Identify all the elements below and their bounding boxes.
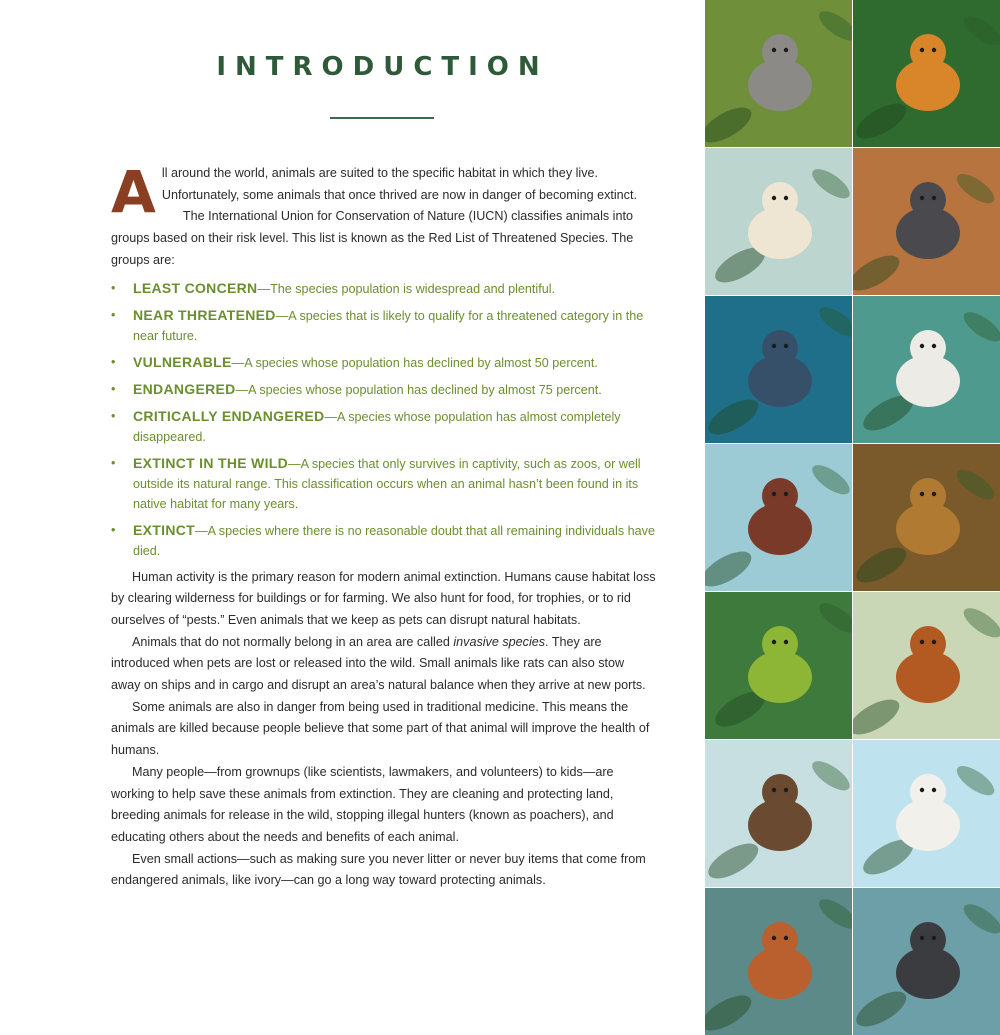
group-desc: —A species whose population has declined by almost 75 percent. bbox=[235, 382, 602, 397]
red-list-groups bbox=[111, 278, 656, 561]
bullet-icon: • bbox=[111, 455, 116, 470]
group-item bbox=[111, 305, 656, 346]
group-term: ENDANGERED bbox=[133, 380, 236, 397]
group-desc: —A species whose population has almost completely disappeared. bbox=[133, 409, 621, 444]
group-term: NEAR THREATENED bbox=[133, 306, 276, 323]
toad-illustration bbox=[853, 444, 1000, 591]
group-term: CRITICALLY ENDANGERED bbox=[133, 407, 325, 424]
group-item bbox=[111, 278, 656, 299]
group-desc: —A species that is likely to qualify for a threatened category in the near future. bbox=[133, 308, 644, 343]
bullet-icon: • bbox=[111, 280, 116, 295]
drop-cap: A bbox=[111, 158, 156, 226]
rhino-illustration bbox=[853, 148, 1000, 295]
closing-paragraphs bbox=[111, 567, 656, 893]
group-item bbox=[111, 352, 656, 373]
p2-after: . They are introduced when pets are lost or released into the wild. Small animals like rats can also stow away on ships and in cargo and disrupt an area’s natural balance when they arrive at new ports. bbox=[111, 634, 646, 693]
bullet-icon: • bbox=[111, 354, 116, 369]
group-term: EXTINCT bbox=[133, 521, 195, 538]
group-term: EXTINCT IN THE WILD bbox=[133, 454, 289, 471]
paragraph-people-helping: Many people—from grownups (like scientists, lawmakers, and volunteers) to kids—are working to help save these animals from extinction. They are cleaning and protecting land, breeding animals for release in the wild, stopping illegal hunters (known as poachers), and educating others about the needs and benefits of each animal. bbox=[111, 764, 614, 844]
p2-italic: invasive species bbox=[453, 634, 546, 649]
intro-text: ll around the world, animals are suited to the specific habitat in which they live. Unfortunately, some animals that once thrived are now in danger of becoming extinct. bbox=[161, 166, 637, 202]
illustration-grid bbox=[705, 0, 1000, 1033]
group-item bbox=[111, 379, 656, 400]
group-item bbox=[111, 453, 656, 514]
bullet-icon: • bbox=[111, 307, 116, 322]
paragraph-small-actions: Even small actions—such as making sure you never litter or never buy items that come from endangered animals, like ivory—can go a long way toward protecting animals. bbox=[111, 851, 646, 888]
vulture-illustration bbox=[853, 888, 1000, 1035]
polar-bear-illustration bbox=[853, 740, 1000, 887]
paragraph-traditional-medicine: Some animals are also in danger from being used in traditional medicine. This means the animals are killed because people believe that some part of that animal will improve the health of humans. bbox=[111, 699, 650, 758]
intro-paragraph bbox=[111, 158, 656, 226]
whale-illustration bbox=[705, 296, 852, 443]
bullet-icon: • bbox=[111, 408, 116, 423]
page-title: INTRODUCTION bbox=[216, 52, 549, 82]
iucn-paragraph: The International Union for Conservation of Nature (IUCN) classifies animals into groups based on their risk level. This list is known as the Red List of Threatened Species. The groups are: bbox=[111, 209, 634, 267]
group-term: LEAST CONCERN bbox=[133, 279, 258, 296]
kakapo-illustration bbox=[705, 592, 852, 739]
eagle-illustration bbox=[705, 740, 852, 887]
group-desc: —A species that only survives in captivity, such as zoos, or well outside its natural range. This classification occurs when an animal hasn’t been found in its native habitat for many years. bbox=[133, 456, 641, 511]
wolf-illustration bbox=[705, 888, 852, 1035]
paragraph-invasive-species bbox=[111, 632, 656, 697]
group-term: VULNERABLE bbox=[133, 353, 232, 370]
orangutan-illustration bbox=[853, 592, 1000, 739]
tamarin-illustration bbox=[853, 296, 1000, 443]
body-text bbox=[111, 158, 656, 892]
group-desc: —A species where there is no reasonable doubt that all remaining individuals have died. bbox=[133, 523, 655, 558]
group-item bbox=[111, 520, 656, 561]
bat-illustration bbox=[705, 444, 852, 591]
bullet-icon: • bbox=[111, 522, 116, 537]
group-item bbox=[111, 406, 656, 447]
ferret-illustration bbox=[705, 148, 852, 295]
group-desc: —The species population is widespread and plentiful. bbox=[257, 281, 556, 296]
paragraph-human-activity: Human activity is the primary reason for modern animal extinction. Humans cause habitat loss by clearing wilderness for buildings or for farming. We also hunt for food, for trophies, or to rid ourselves of “pests.” Even animals that we keep as pets can disrupt natural habitats. bbox=[111, 569, 656, 627]
elephant-illustration bbox=[705, 0, 852, 147]
title-divider bbox=[330, 117, 434, 119]
tiger-illustration bbox=[853, 0, 1000, 147]
bullet-icon: • bbox=[111, 381, 116, 396]
group-desc: —A species whose population has declined by almost 50 percent. bbox=[231, 355, 598, 370]
p2-before: Animals that do not normally belong in an area are called bbox=[132, 634, 454, 649]
